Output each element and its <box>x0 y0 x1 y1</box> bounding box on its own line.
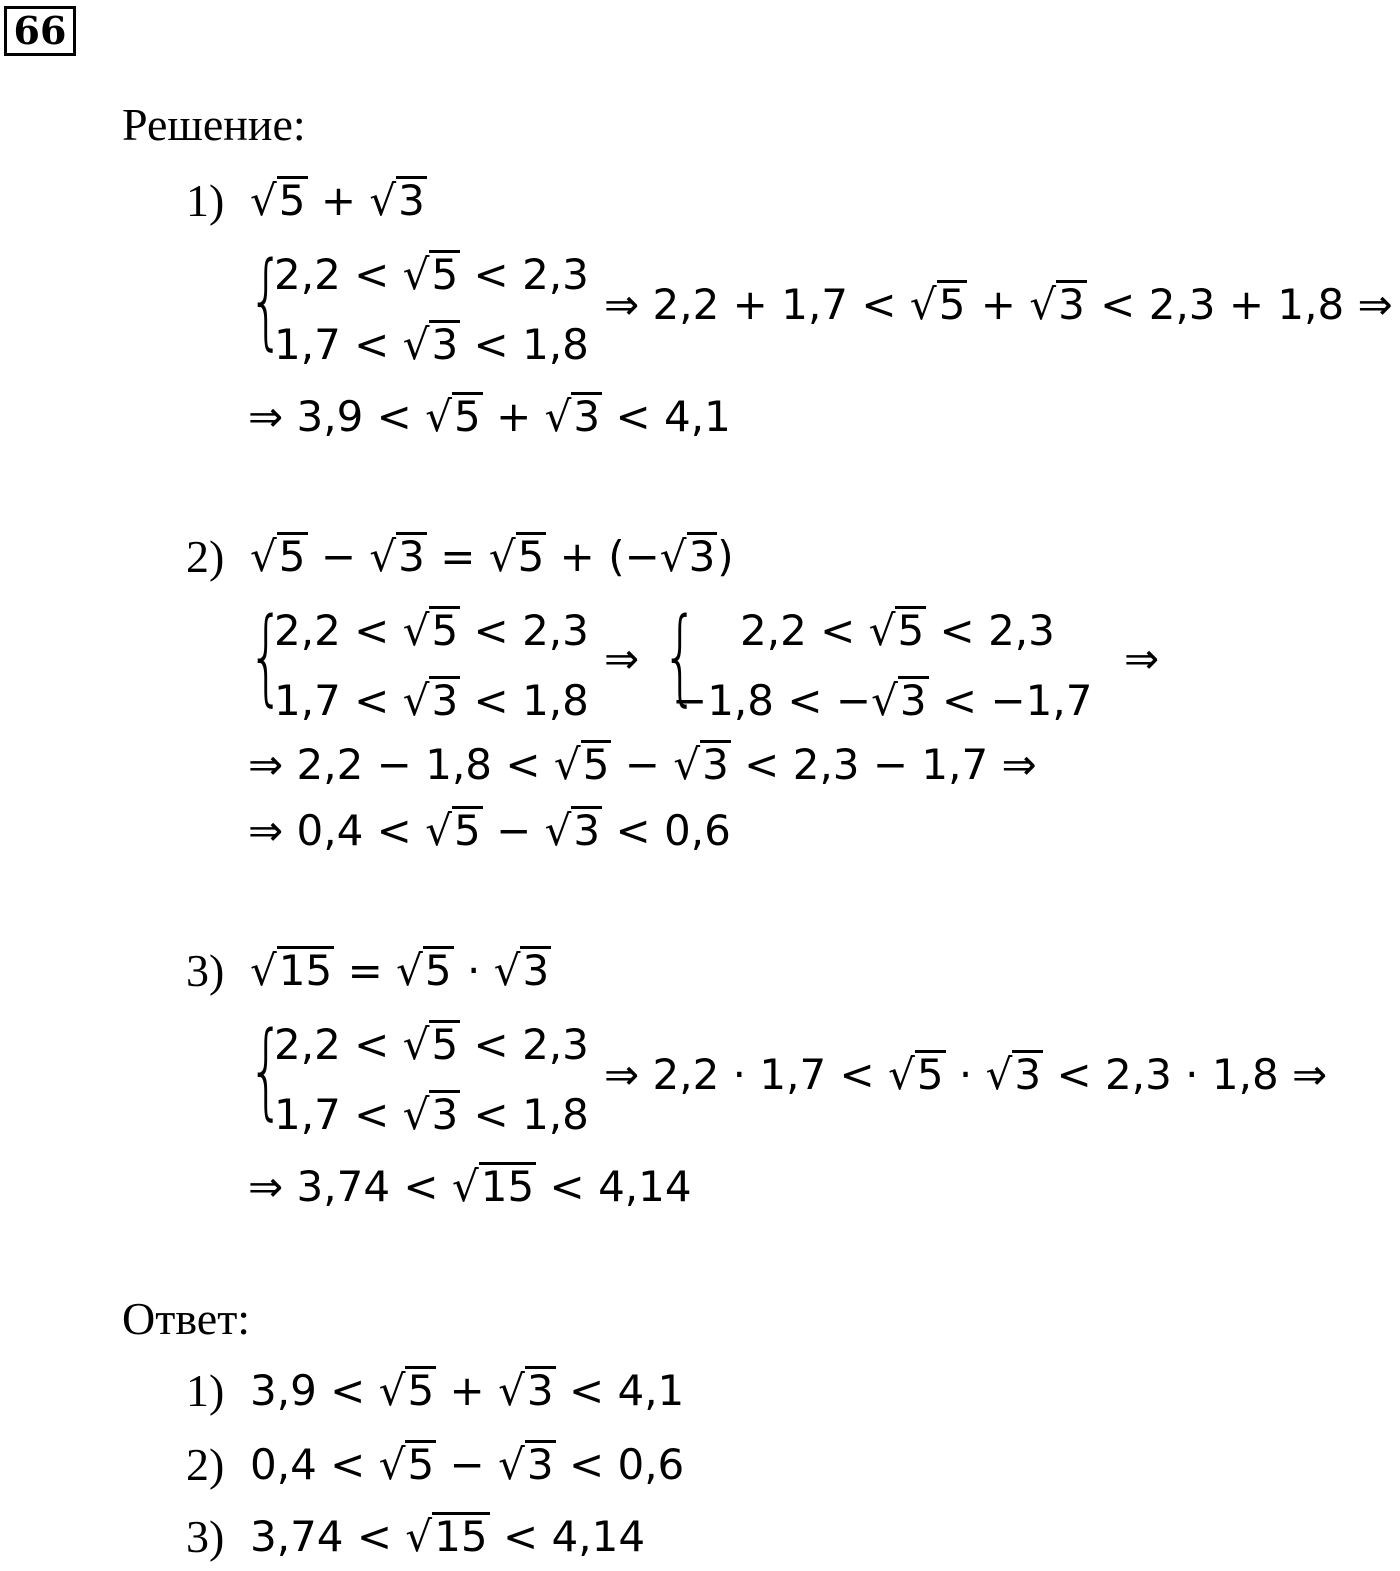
radical-sign: √ <box>402 676 430 725</box>
math-text: < 4,14 <box>489 1512 646 1561</box>
radicand: 3 <box>526 1366 554 1415</box>
radical-sign: √ <box>553 740 581 789</box>
radical-sign: √ <box>369 176 397 225</box>
radical-sign: √ <box>250 946 277 995</box>
part-1-marker: 1) <box>186 175 225 226</box>
radicand: 5 <box>407 1366 435 1415</box>
problem-number: 66 <box>4 6 76 56</box>
radical-sign: √ <box>871 676 898 725</box>
radical-sign: √ <box>402 606 430 655</box>
square-root <box>660 532 718 582</box>
radical-sign: √ <box>425 806 452 855</box>
math-text: 0,4 < <box>250 1440 379 1489</box>
radicand: 15 <box>480 1162 535 1211</box>
math-text: + <box>436 1366 499 1415</box>
radicand: 5 <box>431 606 459 655</box>
part-3-system-line-1 <box>274 1020 589 1070</box>
radical-sign: √ <box>673 740 701 789</box>
radical-sign: √ <box>488 532 516 581</box>
square-root <box>673 740 731 790</box>
part-3-expression <box>250 946 551 996</box>
math-text: < 0,6 <box>602 806 731 855</box>
part-3-system-line-2 <box>274 1090 589 1140</box>
radical-sign: √ <box>378 1366 406 1415</box>
radicand: 5 <box>938 280 966 329</box>
radicand: 5 <box>431 250 459 299</box>
part-2-step-1 <box>248 740 1037 790</box>
square-root <box>910 280 968 330</box>
math-text: < 1,8 <box>460 320 589 369</box>
square-root <box>545 806 603 856</box>
math-text: ⇒ 0,4 < <box>248 806 426 855</box>
math-text: + <box>307 176 370 225</box>
radical-sign: √ <box>985 1050 1013 1099</box>
radicand: 3 <box>398 176 425 225</box>
square-root <box>250 946 334 996</box>
radicand: 5 <box>431 1020 459 1069</box>
math-text: 3,9 < <box>250 1366 379 1415</box>
math-text: 2,2 < <box>274 606 403 655</box>
square-root <box>494 946 552 996</box>
answer-1-marker: 1) <box>186 1365 225 1416</box>
part-2-step-2 <box>248 806 731 856</box>
answer-2-marker: 2) <box>186 1439 225 1490</box>
answer-3-expression <box>250 1512 645 1562</box>
square-root <box>1029 280 1087 330</box>
answer-1-expression <box>250 1366 684 1416</box>
part-2-second-system-line-2 <box>672 676 1092 726</box>
radical-sign: √ <box>378 1440 406 1489</box>
math-text: ⇒ 3,9 < <box>248 392 426 441</box>
math-text: < 4,1 <box>555 1366 685 1415</box>
part-3-after-system <box>604 1050 1327 1100</box>
radicand: 5 <box>916 1050 944 1099</box>
part-1-after-system <box>604 280 1393 330</box>
square-root <box>498 1440 556 1490</box>
math-text: 2,2 < <box>274 1020 403 1069</box>
square-root <box>888 1050 946 1100</box>
math-text: < −1,7 <box>928 676 1093 725</box>
math-text: < 2,3 <box>460 606 589 655</box>
square-root <box>489 532 547 582</box>
math-text: − <box>436 1440 499 1489</box>
math-text: 2,2 < <box>740 606 869 655</box>
math-text: + <box>482 392 545 441</box>
radical-sign: √ <box>1029 280 1057 329</box>
math-text: ⇒ 2,2 − 1,8 < <box>248 740 554 789</box>
radicand: 3 <box>1014 1050 1042 1099</box>
part-1-conclusion <box>248 392 731 442</box>
math-text: < 4,1 <box>602 392 731 441</box>
square-root <box>405 1512 489 1562</box>
part-2-system-line-1 <box>274 606 589 656</box>
square-root <box>403 250 461 300</box>
answer-3-marker: 3) <box>186 1511 225 1562</box>
square-root <box>250 532 308 582</box>
radicand: 3 <box>1058 280 1085 329</box>
part-2-expression <box>250 532 734 582</box>
math-text: ⇒ 2,2 + 1,7 < <box>604 280 910 329</box>
radical-sign: √ <box>544 806 572 855</box>
math-text: + (− <box>546 532 660 581</box>
math-text: −1,8 < − <box>672 676 872 725</box>
part-2-brace-2: { <box>662 595 699 717</box>
radicand: 3 <box>688 532 716 581</box>
part-3-marker: 3) <box>186 945 225 996</box>
math-text: 2,2 < <box>274 250 403 299</box>
radical-sign: √ <box>544 392 572 441</box>
radical-sign: √ <box>396 946 423 995</box>
radicand: 5 <box>278 176 306 225</box>
math-text: < 2,3 − 1,7 ⇒ <box>730 740 1037 789</box>
part-2-arrow-2: ⇒ <box>1124 634 1160 683</box>
math-text: − <box>307 532 370 581</box>
answer-heading: Ответ: <box>122 1293 251 1344</box>
radicand: 3 <box>431 320 459 369</box>
radical-sign: √ <box>493 946 521 995</box>
math-text: 1,7 < <box>274 320 403 369</box>
math-text: < 2,3 · 1,8 ⇒ <box>1043 1050 1328 1099</box>
radical-sign: √ <box>402 320 430 369</box>
radicand: 5 <box>424 946 452 995</box>
square-root <box>403 676 461 726</box>
square-root <box>869 606 927 656</box>
square-root <box>498 1366 556 1416</box>
square-root <box>250 176 308 226</box>
square-root <box>369 532 427 582</box>
math-text: 1,7 < <box>274 676 403 725</box>
part-1-system-line-2 <box>274 320 589 370</box>
radicand: 3 <box>398 532 425 581</box>
radical-sign: √ <box>425 392 452 441</box>
math-text: · <box>945 1050 986 1099</box>
radical-sign: √ <box>451 1162 479 1211</box>
math-text: < 2,3 <box>460 1020 589 1069</box>
math-text: = <box>426 532 489 581</box>
math-text: < 2,3 <box>460 250 589 299</box>
square-root <box>369 176 427 226</box>
square-root <box>379 1440 437 1490</box>
math-text: = <box>334 946 397 995</box>
radicand: 3 <box>573 392 601 441</box>
radicand: 5 <box>582 740 610 789</box>
radicand: 3 <box>526 1440 554 1489</box>
part-3-conclusion <box>248 1162 692 1212</box>
part-3-brace: { <box>248 1009 285 1131</box>
math-text: ⇒ 3,74 < <box>248 1162 452 1211</box>
math-text: 1,7 < <box>274 1090 403 1139</box>
part-2-marker: 2) <box>186 531 225 582</box>
radical-sign: √ <box>868 606 896 655</box>
radical-sign: √ <box>369 532 397 581</box>
radicand: 3 <box>899 676 927 725</box>
math-text: < 0,6 <box>555 1440 685 1489</box>
radicand: 15 <box>278 946 333 995</box>
math-text: − <box>611 740 674 789</box>
square-root <box>379 1366 437 1416</box>
part-2-second-system-line-1 <box>740 606 1055 656</box>
math-text: · <box>453 946 494 995</box>
math-text: < 1,8 <box>460 676 589 725</box>
math-text: ) <box>717 532 734 581</box>
square-root <box>452 1162 536 1212</box>
radicand: 3 <box>573 806 601 855</box>
radical-sign: √ <box>909 280 937 329</box>
radical-sign: √ <box>250 176 277 225</box>
radical-sign: √ <box>498 1440 525 1489</box>
square-root <box>986 1050 1044 1100</box>
radicand: 5 <box>407 1440 435 1489</box>
part-2-brace-1: { <box>248 595 285 717</box>
square-root <box>425 806 483 856</box>
answer-2-expression <box>250 1440 684 1490</box>
radicand: 5 <box>897 606 925 655</box>
square-root <box>871 676 929 726</box>
math-text: < 2,3 <box>926 606 1055 655</box>
radical-sign: √ <box>405 1512 433 1561</box>
part-2-arrow-1: ⇒ <box>604 634 640 683</box>
part-1-expression <box>250 176 427 226</box>
radicand: 15 <box>434 1512 488 1561</box>
square-root <box>396 946 454 996</box>
square-root <box>403 1020 461 1070</box>
math-text: − <box>482 806 545 855</box>
radicand: 3 <box>431 676 459 725</box>
radicand: 3 <box>431 1090 459 1139</box>
math-text: + <box>967 280 1030 329</box>
part-1-system-line-1 <box>274 250 589 300</box>
part-2-system-line-2 <box>274 676 589 726</box>
radical-sign: √ <box>402 1090 430 1139</box>
square-root <box>425 392 483 442</box>
radical-sign: √ <box>659 532 687 581</box>
radicand: 3 <box>702 740 729 789</box>
math-text: < 2,3 + 1,8 ⇒ <box>1086 280 1393 329</box>
radicand: 5 <box>517 532 545 581</box>
radicand: 5 <box>454 806 481 855</box>
math-text: 3,74 < <box>250 1512 406 1561</box>
math-text: < 1,8 <box>460 1090 589 1139</box>
radicand: 5 <box>278 532 306 581</box>
square-root <box>403 1090 461 1140</box>
math-text: < 4,14 <box>536 1162 692 1211</box>
square-root <box>554 740 612 790</box>
part-1-brace: { <box>248 239 285 361</box>
radicand: 5 <box>454 392 481 441</box>
radical-sign: √ <box>888 1050 915 1099</box>
radicand: 3 <box>522 946 550 995</box>
radical-sign: √ <box>498 1366 525 1415</box>
radical-sign: √ <box>250 532 277 581</box>
math-text: ⇒ 2,2 · 1,7 < <box>604 1050 889 1099</box>
radical-sign: √ <box>402 250 430 299</box>
square-root <box>403 606 461 656</box>
solution-heading: Решение: <box>122 99 306 150</box>
radical-sign: √ <box>402 1020 430 1069</box>
square-root <box>403 320 461 370</box>
square-root <box>545 392 603 442</box>
